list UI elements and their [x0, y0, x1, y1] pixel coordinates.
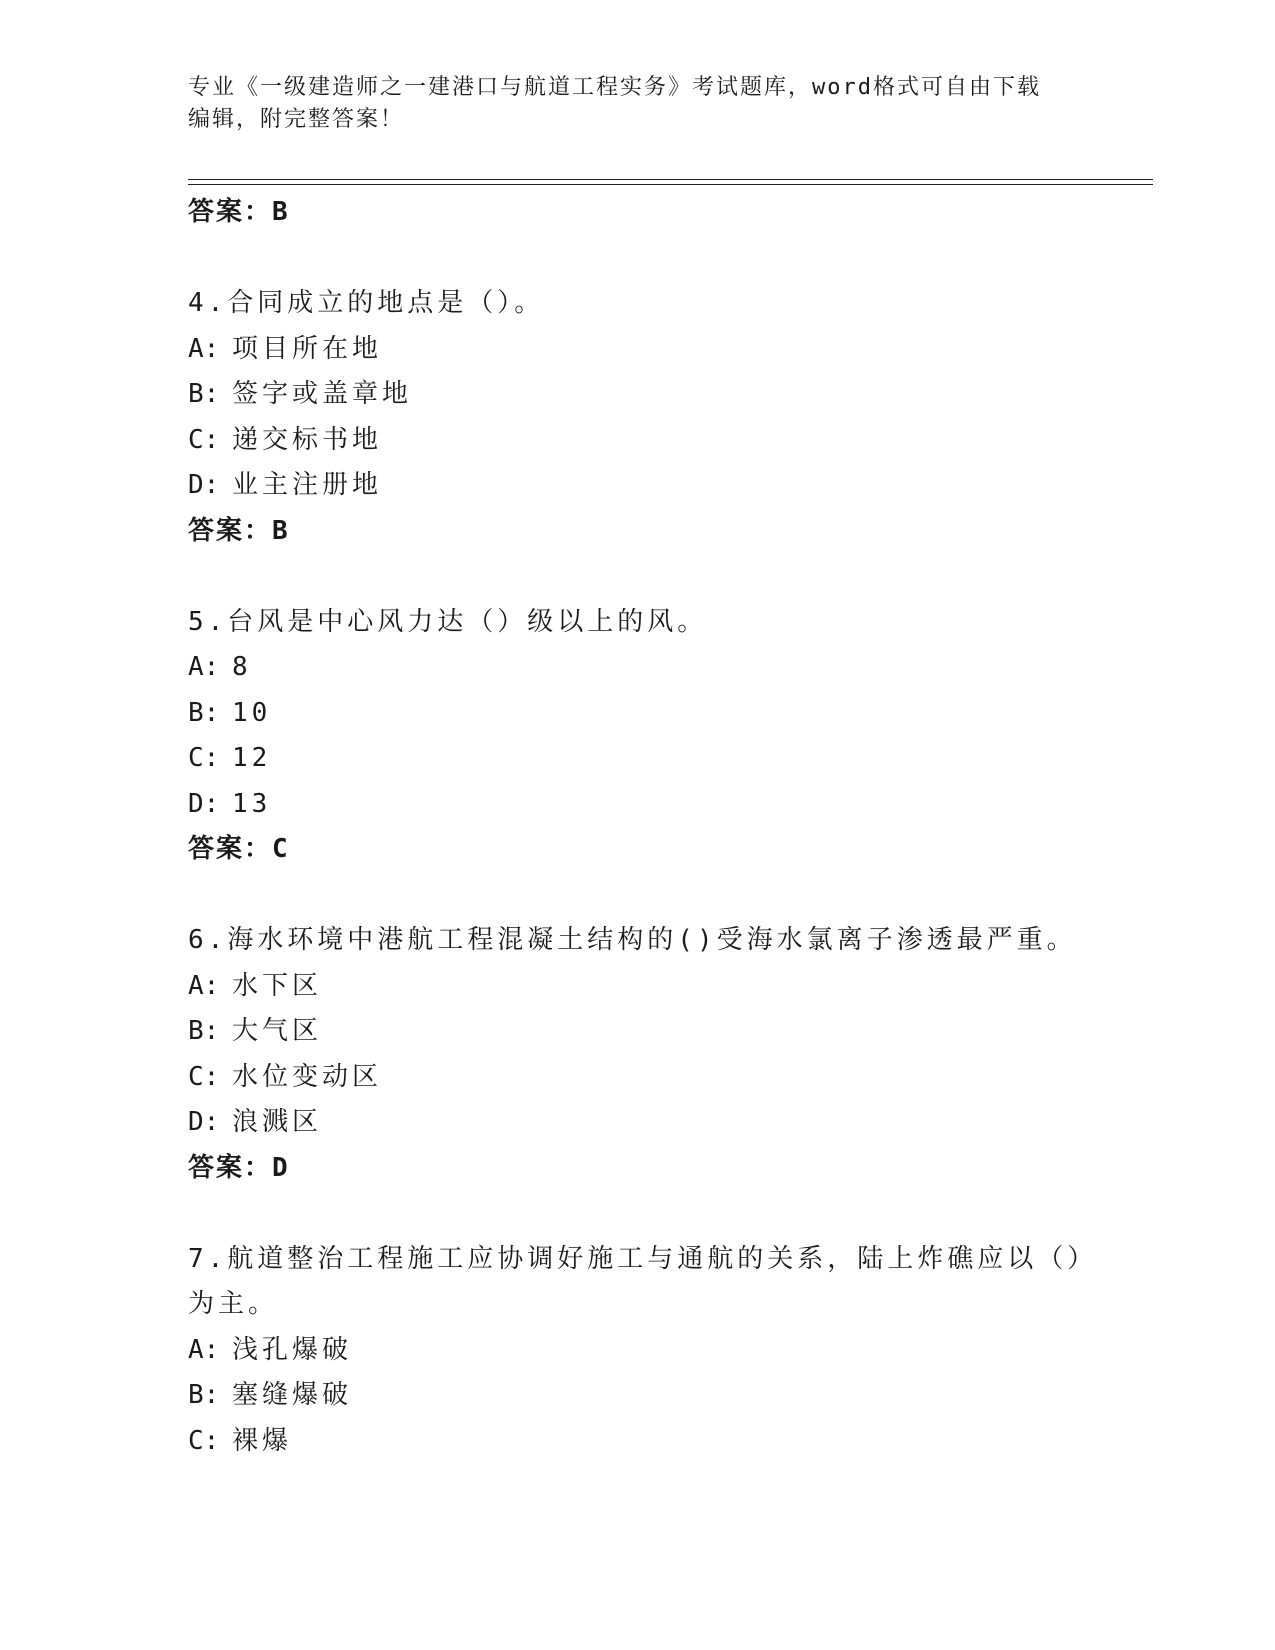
option-letter: B: [188, 1016, 220, 1046]
question-stem-line-1: 7.航道整治工程施工应协调好施工与通航的关系，陆上炸礁应以（） [188, 1243, 1098, 1274]
option-text: 大气区 [232, 1016, 323, 1046]
option-text: 10 [232, 697, 272, 728]
question-stem: 5.台风是中心风力达（）级以上的风。 [188, 606, 708, 637]
option-letter: A: [188, 970, 220, 1001]
header-line-2: 编辑，附完整答案！ [188, 107, 405, 132]
option-letter: B: [188, 1380, 220, 1410]
option-text: 递交标书地 [232, 424, 383, 455]
question-item [188, 1237, 1098, 1465]
spacer [188, 873, 1088, 919]
option-letter: B: [188, 697, 220, 728]
option-c [188, 736, 1088, 782]
question-item [188, 281, 1088, 554]
option-text: 水下区 [232, 970, 323, 1001]
answer-line [188, 190, 1088, 236]
option-letter: A: [188, 333, 220, 364]
header-divider-top [188, 179, 1153, 180]
option-text: 浪溅区 [232, 1107, 323, 1137]
option-letter: C: [188, 743, 220, 773]
option-text: 业主注册地 [232, 470, 383, 500]
option-letter: C: [188, 1061, 220, 1092]
option-letter: A: [188, 1334, 220, 1365]
option-text: 裸爆 [232, 1425, 293, 1456]
answer-value: D [272, 1152, 290, 1183]
option-letter: D: [188, 470, 220, 500]
option-text: 项目所在地 [232, 333, 383, 364]
option-letter: D: [188, 1107, 220, 1137]
option-c [188, 1419, 1088, 1465]
answer-line [188, 509, 1088, 555]
answer-line [188, 827, 1088, 873]
option-letter: A: [188, 652, 220, 682]
option-b [188, 1373, 1088, 1419]
answer-label: 答案： [188, 515, 273, 546]
question-item [188, 918, 1088, 1191]
answer-label: 答案： [188, 1152, 273, 1183]
option-b [188, 1009, 1088, 1055]
question-stem-line-2: 为主。 [188, 1289, 279, 1319]
question-item [188, 600, 1088, 873]
option-d [188, 782, 1088, 828]
spacer [188, 236, 1088, 282]
option-b [188, 691, 1088, 737]
option-d [188, 463, 1088, 509]
answer-label: 答案： [188, 197, 273, 227]
option-text: 签字或盖章地 [232, 379, 413, 409]
spacer [188, 554, 1088, 600]
option-text: 8 [232, 652, 252, 682]
answer-value: C [272, 834, 290, 864]
answer-line [188, 1146, 1088, 1192]
option-text: 水位变动区 [232, 1061, 383, 1092]
option-d [188, 1100, 1088, 1146]
option-c [188, 418, 1088, 464]
option-b [188, 372, 1088, 418]
spacer [188, 1191, 1088, 1237]
header-divider-bottom [188, 184, 1153, 185]
document-header [188, 72, 1068, 136]
option-letter: C: [188, 424, 220, 455]
answer-value: B [272, 197, 290, 227]
answer-label: 答案： [188, 834, 273, 864]
option-letter: D: [188, 788, 220, 819]
option-text: 浅孔爆破 [232, 1334, 353, 1365]
question-list [188, 190, 1098, 1464]
option-a [188, 645, 1088, 691]
option-a [188, 327, 1088, 373]
option-text: 12 [232, 743, 272, 773]
option-a [188, 1328, 1088, 1374]
option-c [188, 1055, 1088, 1101]
option-text: 塞缝爆破 [232, 1380, 353, 1410]
option-letter: B: [188, 379, 220, 409]
question-stem: 4.合同成立的地点是（）。 [188, 288, 545, 318]
header-line-1: 专业《一级建造师之一建港口与航道工程实务》考试题库，word格式可自由下载 [188, 75, 1041, 100]
option-text: 13 [232, 788, 272, 819]
answer-value: B [272, 515, 290, 546]
option-letter: C: [188, 1425, 220, 1456]
option-a [188, 964, 1088, 1010]
question-stem: 6.海水环境中港航工程混凝土结构的()受海水氯离子渗透最严重。 [188, 925, 1077, 955]
